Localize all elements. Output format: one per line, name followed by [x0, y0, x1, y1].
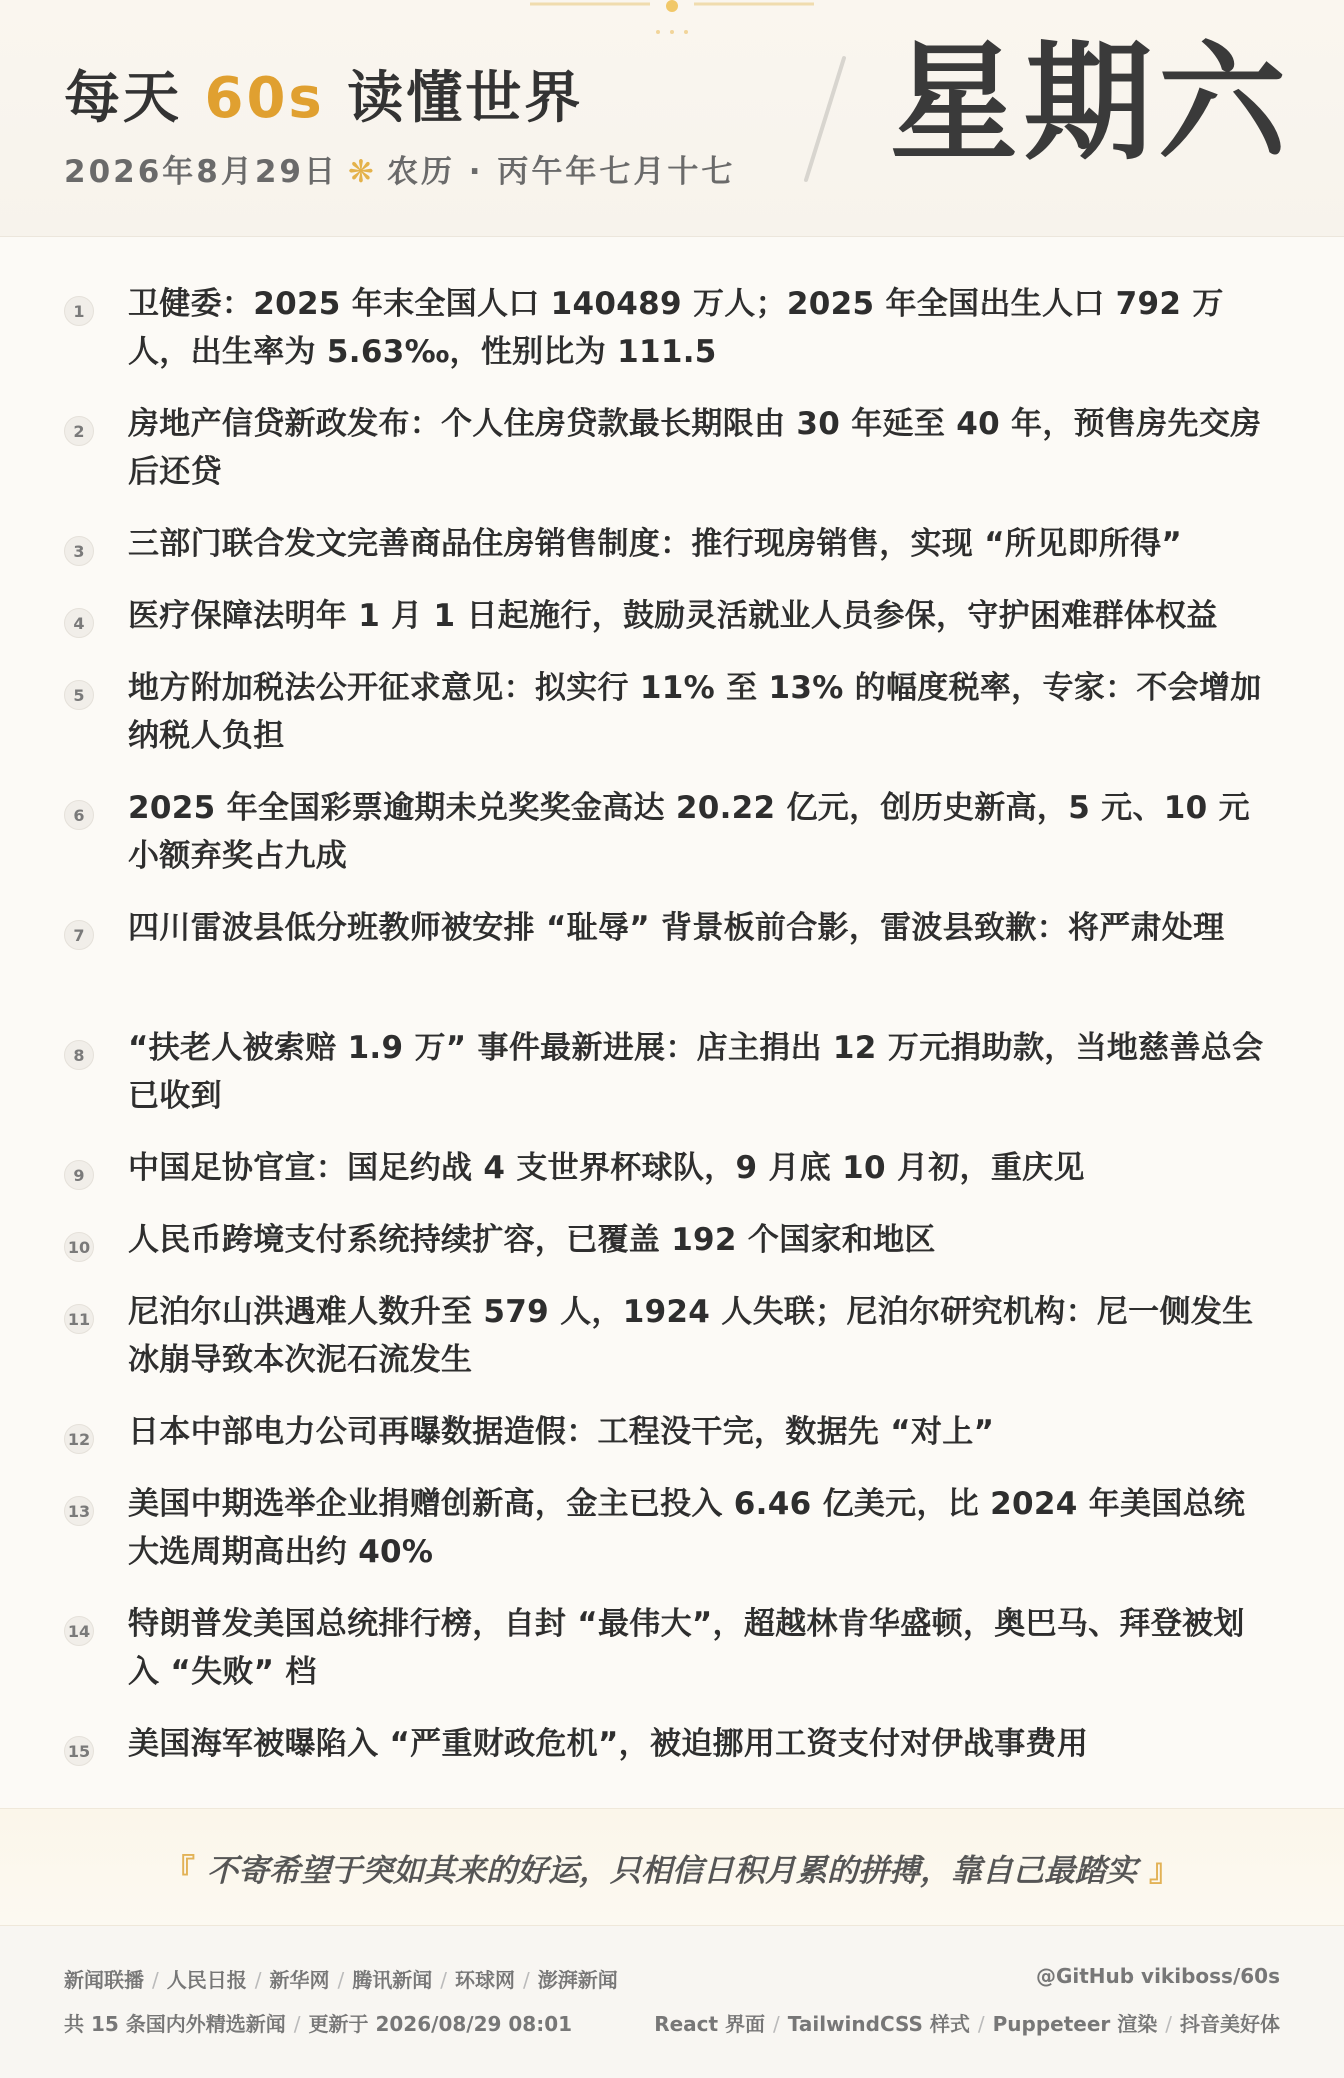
source-item: 新华网: [269, 1968, 330, 1992]
news-number-badge: 2: [64, 416, 94, 446]
quote-open-icon: 『: [164, 1853, 195, 1889]
source-list: 新闻联播 / 人民日报 / 新华网 / 腾讯新闻 / 环球网 / 澎湃新闻: [64, 1968, 618, 1992]
news-number-badge: 1: [64, 296, 94, 326]
news-headline: 2025 年全国彩票逾期未兑奖奖金高达 20.22 亿元，创历史新高，5 元、10 元小额弃奖占九成: [128, 790, 1250, 874]
motto-banner: [0, 1808, 1344, 1926]
news-number-badge: 13: [64, 1496, 94, 1526]
update-time: 更新于 2026/08/29 08:01: [308, 2012, 573, 2036]
news-number-badge: 14: [64, 1616, 94, 1646]
news-number-badge: 4: [64, 608, 94, 638]
news-headline: 中国足协官宣：国足约战 4 支世界杯球队，9 月底 10 月初，重庆见: [128, 1150, 1085, 1186]
news-number-badge: 8: [64, 1040, 94, 1070]
source-item: 腾讯新闻: [352, 1968, 433, 1992]
news-number-badge: 10: [64, 1232, 94, 1262]
tech-stack: React 界面 / TailwindCSS 样式 / Puppeteer 渲染 / 抖音美好体: [654, 2012, 1280, 2036]
motto: [0, 1845, 1344, 1890]
brand-accent: 60s: [204, 66, 325, 131]
news-number-badge: 6: [64, 800, 94, 830]
news-headline: 美国中期选举企业捐赠创新高，金主已投入 6.46 亿美元，比 2024 年美国总统大选周期高出约 40%: [128, 1486, 1246, 1570]
news-count: 共 15 条国内外精选新闻: [64, 2012, 286, 2036]
news-number-badge: 3: [64, 536, 94, 566]
footer: [0, 1926, 1344, 2078]
tech-item: React 界面: [654, 2012, 766, 2036]
news-headline: 特朗普发美国总统排行榜，自封 “最伟大”，超越林肯华盛顿，奥巴马、拜登被划入 “失败” 档: [128, 1606, 1245, 1690]
news-headline: 三部门联合发文完善商品住房销售制度：推行现房销售，实现 “所见即所得”: [128, 526, 1183, 562]
header: [0, 0, 1344, 237]
news-headline: 四川雷波县低分班教师被安排 “耻辱” 背景板前合影，雷波县致歉：将严肃处理: [128, 910, 1225, 946]
tech-item: TailwindCSS 样式: [787, 2012, 970, 2036]
news-number-badge: 7: [64, 920, 94, 950]
slash-divider-icon: [800, 54, 850, 184]
news-headline: 人民币跨境支付系统持续扩容，已覆盖 192 个国家和地区: [128, 1222, 936, 1258]
brand-suffix: 读懂世界: [347, 66, 584, 131]
news-number-badge: 9: [64, 1160, 94, 1190]
lunar-date: 农历 · 丙午年七月十七: [386, 154, 736, 190]
source-item: 新闻联播: [64, 1968, 144, 1992]
news-number-badge: 11: [64, 1304, 94, 1334]
news-headline: 地方附加税法公开征求意见：拟实行 11% 至 13% 的幅度税率，专家：不会增加纳税人负担: [128, 670, 1262, 754]
motto-text: 不寄希望于突如其来的好运，只相信日积月累的拼搏，靠自己最踏实: [207, 1853, 1137, 1889]
news-headline: 医疗保障法明年 1 月 1 日起施行，鼓励灵活就业人员参保，守护困难群体权益: [128, 598, 1218, 634]
news-headline: 日本中部电力公司再曝数据造假：工程没干完，数据先 “对上”: [128, 1414, 995, 1450]
date-text: 2026年8月29日: [64, 154, 338, 190]
news-headline: 美国海军被曝陷入 “严重财政危机”，被迫挪用工资支付对伊战事费用: [128, 1726, 1089, 1762]
news-number-badge: 15: [64, 1736, 94, 1766]
tech-item: 抖音美好体: [1180, 2012, 1280, 2036]
dateline: [64, 146, 735, 191]
github-link[interactable]: @GitHub vikiboss/60s: [1035, 1964, 1280, 1988]
flower-icon: ❋: [348, 154, 377, 190]
source-item: 人民日报: [166, 1968, 247, 1992]
tech-item: Puppeteer 渲染: [992, 2012, 1158, 2036]
top-ornament-icon: [520, 0, 824, 40]
brand-prefix: 每天: [64, 66, 182, 131]
source-item: 澎湃新闻: [537, 1968, 618, 1992]
source-item: 环球网: [455, 1968, 515, 1992]
news-headline: “扶老人被索赔 1.9 万” 事件最新进展：店主捐出 12 万元捐助款，当地慈善总会已收到: [128, 1030, 1264, 1114]
news-number-badge: 5: [64, 680, 94, 710]
brand-title: [64, 54, 583, 134]
weekday: 星期六: [890, 29, 1293, 178]
news-headline: 尼泊尔山洪遇难人数升至 579 人，1924 人失联；尼泊尔研究机构：尼一侧发生冰崩导致本次泥石流发生: [128, 1294, 1254, 1378]
summary-line: 共 15 条国内外精选新闻 / 更新于 2026/08/29 08:01: [64, 2012, 573, 2036]
news-headline: 房地产信贷新政发布：个人住房贷款最长期限由 30 年延至 40 年，预售房先交房后还贷: [128, 406, 1262, 490]
news-number-badge: 12: [64, 1424, 94, 1454]
news-headline: 卫健委：2025 年末全国人口 140489 万人；2025 年全国出生人口 792 万人，出生率为 5.63‰，性别比为 111.5: [128, 286, 1224, 370]
quote-close-icon: 』: [1149, 1853, 1180, 1889]
